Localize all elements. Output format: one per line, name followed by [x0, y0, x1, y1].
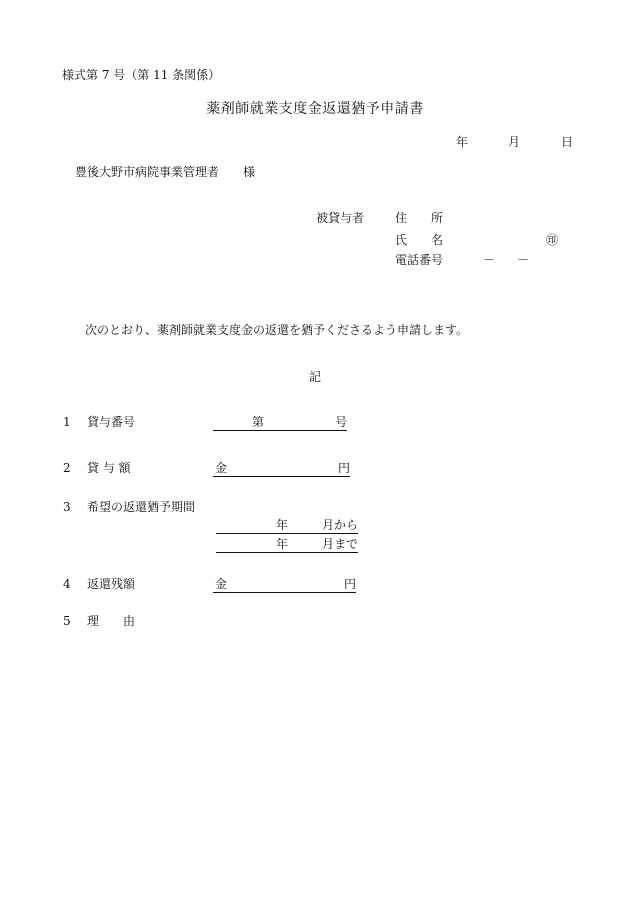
form-number: 様式第 7 号（第 11 条関係）	[62, 68, 221, 82]
seal-mark: ㊞	[546, 233, 559, 247]
remaining-balance-suffix: 円	[343, 577, 356, 591]
loan-amount-suffix: 円	[337, 461, 350, 475]
loan-amount-field	[213, 461, 350, 477]
applicant-role: 被貸与者	[316, 211, 365, 225]
date-year: 年	[456, 135, 469, 149]
loan-amount-prefix: 金	[215, 461, 228, 475]
name-label: 氏 名	[395, 233, 444, 247]
item-number: 3	[63, 500, 71, 514]
item-number: 5	[63, 614, 71, 628]
request-statement: 次のとおり、薬剤師就業支度金の返還を猶予くださるよう申請します。	[85, 323, 469, 337]
deferral-period-label: 希望の返還猶予期間	[87, 500, 196, 514]
deferral-end-year: 年	[276, 537, 289, 551]
deferral-start-month: 月から	[321, 518, 358, 532]
loan-amount-label: 貸 与 額	[87, 461, 131, 475]
remaining-balance-label: 返還残額	[87, 577, 136, 591]
deferral-end-field	[216, 537, 358, 553]
loan-number-field	[213, 415, 347, 431]
deferral-start-field	[216, 518, 358, 534]
item-number: 2	[63, 461, 71, 475]
reason-label: 理 由	[87, 614, 136, 628]
item-number: 1	[63, 415, 71, 429]
date-day: 日	[561, 135, 574, 149]
address-label: 住 所	[395, 211, 444, 225]
loan-number-label: 貸与番号	[87, 415, 136, 429]
remaining-balance-field	[213, 577, 356, 593]
loan-number-prefix: 第	[252, 415, 265, 429]
ki-heading: 記	[308, 370, 321, 384]
form-title: 薬剤師就業支度金返還猶予申請書	[206, 101, 424, 117]
date-month: 月	[508, 135, 521, 149]
addressee: 豊後大野市病院事業管理者 様	[75, 165, 256, 179]
phone-label: 電話番号	[395, 253, 444, 267]
deferral-end-month: 月まで	[321, 537, 358, 551]
deferral-start-year: 年	[276, 518, 289, 532]
phone-separator-2: －	[517, 253, 530, 267]
remaining-balance-prefix: 金	[215, 577, 228, 591]
phone-separator-1: －	[483, 253, 496, 267]
loan-number-suffix: 号	[334, 415, 347, 429]
item-number: 4	[63, 577, 71, 591]
